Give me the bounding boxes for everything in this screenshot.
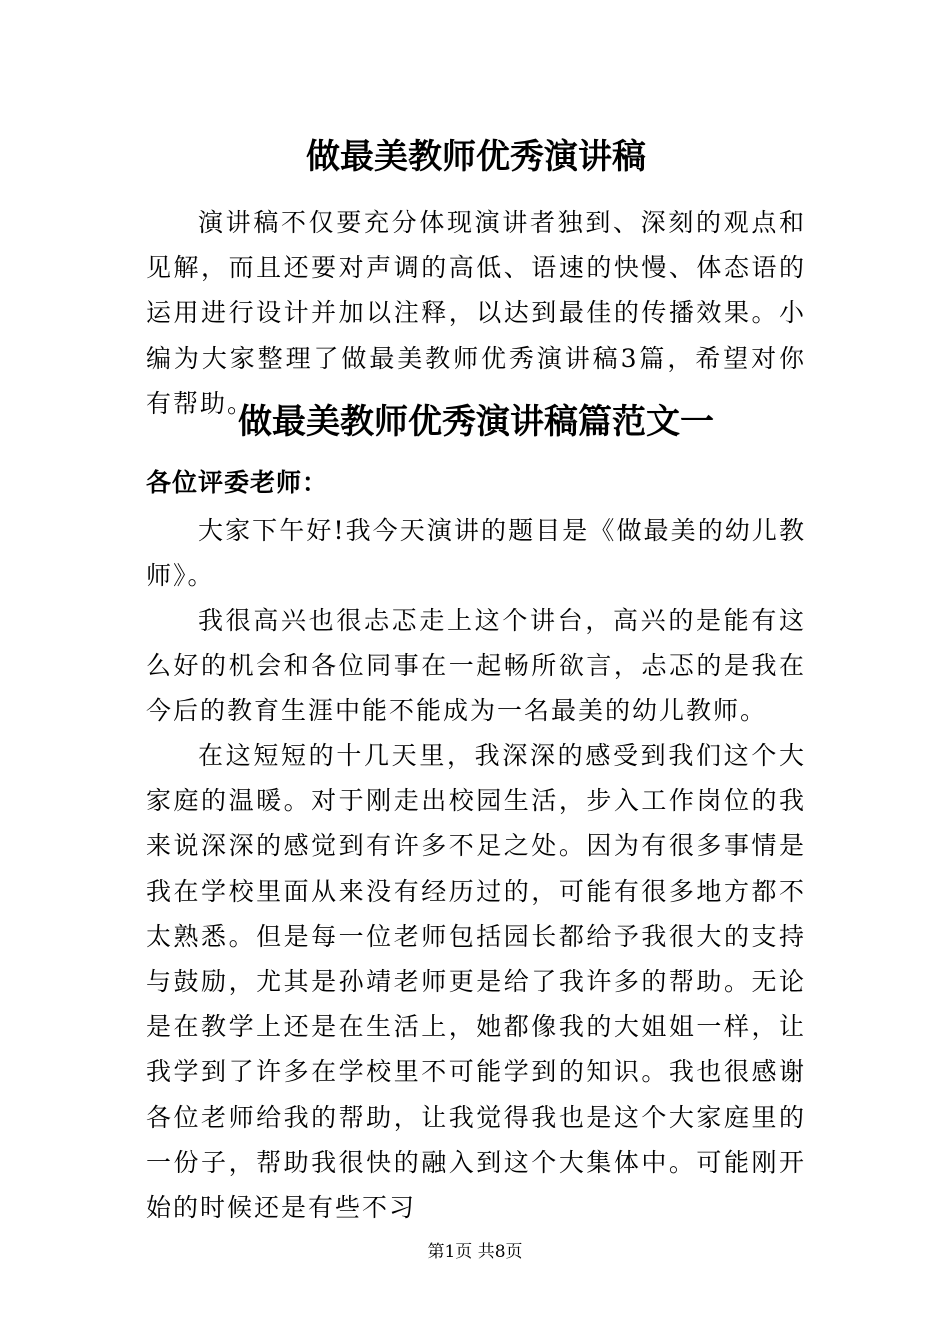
body-paragraph-3: 在这短短的十几天里，我深深的感受到我们这个大家庭的温暖。对于刚走出校园生活，步入工作岗位的我来说深深的感觉到有许多不足之处。因为有很多事情是我在学校里面从来没有经历过的，可能有很多地方都不太熟悉。但是每一位老师包括园长都给予我很大的支持与鼓励，尤其是孙靖老师更是给了我许多的帮助。无论是在教学上还是在生活上，她都像我的大姐姐一样，让我学到了许多在学校里不可能学到的知识。我也很感谢各位老师给我的帮助，让我觉得我也是这个大家庭里的一份子，帮助我很快的融入到这个大集体中。可能刚开始的时候还是有些不习 [146, 741, 806, 1223]
intro-paragraph: 演讲稿不仅要充分体现演讲者独到、深刻的观点和见解，而且还要对声调的高低、语速的快慢、体态语的运用进行设计并加以注释，以达到最佳的传播效果。小编为大家整理了做最美教师优秀演讲稿3篇，希望对你有帮助。 [146, 208, 806, 418]
body-paragraph-1: 大家下午好!我今天演讲的题目是《做最美的幼儿教师》。 [146, 516, 806, 591]
section-title: 做最美教师优秀演讲稿篇范文一 [238, 402, 714, 442]
body-paragraph-2: 我很高兴也很忐忑走上这个讲台，高兴的是能有这么好的机会和各位同事在一起畅所欲言，忐忑的是我在今后的教育生涯中能不能成为一名最美的幼儿教师。 [146, 606, 806, 726]
page-footer: 第1页 共8页 [427, 1242, 523, 1262]
salutation: 各位评委老师： [146, 468, 329, 497]
document-title: 做最美教师优秀演讲稿 [306, 137, 646, 177]
